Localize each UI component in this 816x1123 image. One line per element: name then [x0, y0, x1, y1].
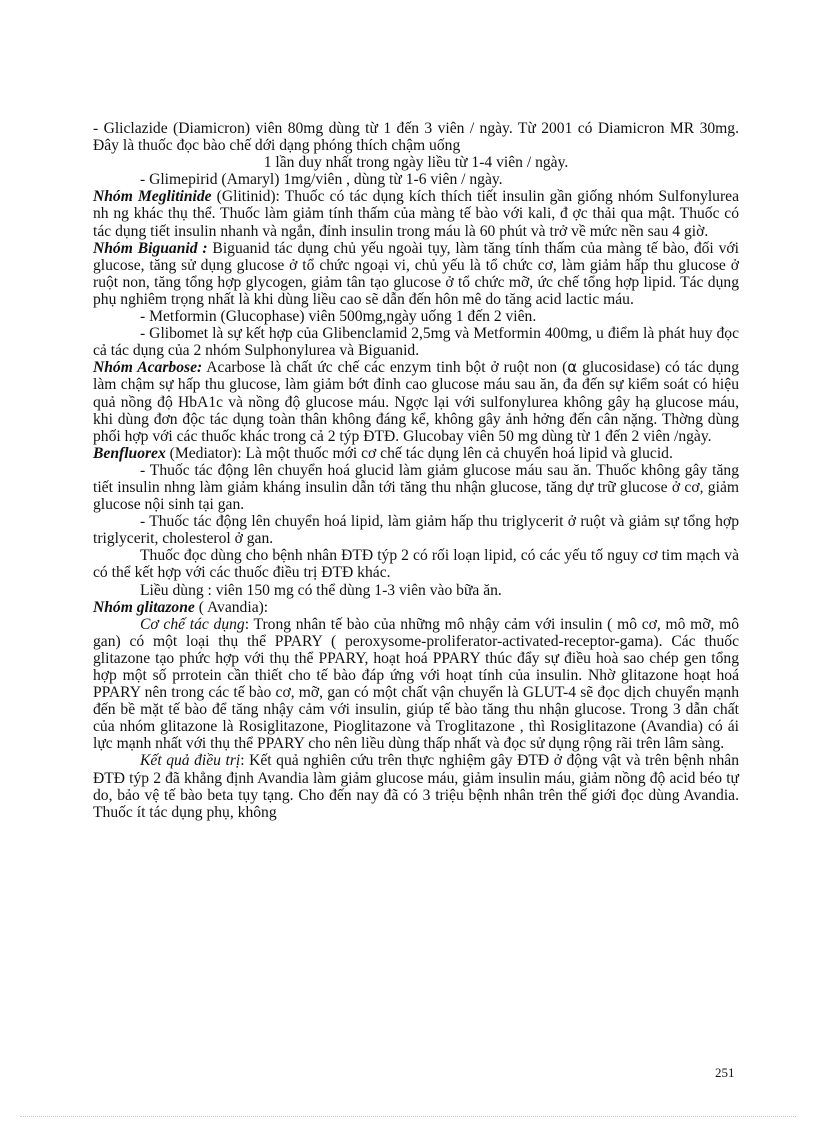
paragraph-metformin: - Metformin (Glucophase) viên 500mg,ngày uống 1 đến 2 viên. [140, 308, 537, 326]
paragraph-gliclazide: - Gliclazide (Diamicron) viên 80mg dùng từ 1 đến 3 viên / ngày. Từ 2001 có Diamicron MR 30mg. Đây là thuốc đọc bào chế dới dạng phóng thích chậm uống [93, 120, 739, 155]
paragraph-benfluorex-glucid: - Thuốc tác động lên chuyển hoá glucid làm giảm glucose máu sau ăn. Thuốc không gây tăng tiết insulin nhng làm giảm kháng insulin dẫn tới tăng thu nhận glucose, tăng dự trữ glucose ở cơ, giảm glucose nội sinh tại gan. [93, 461, 739, 514]
paragraph-results: Kết quả điều trị: Kết quả nghiên cứu trên thực nghiệm gây ĐTĐ ở động vật và trên bệnh nhân ĐTĐ týp 2 đã khẳng định Avandia làm giảm glucose máu, giảm insulin máu, giảm nồng độ acid béo tự do, bảo vệ tế bào beta tụy tạng. Cho đến nay đã có 3 triệu bệnh nhân trên thế giới đọc dùng Avandia. Thuốc ít tác dụng phụ, không [93, 752, 739, 821]
alpha-symbol: α [567, 358, 578, 377]
paragraph-gliclazide-cont: 1 lần duy nhất trong ngày liều từ 1-4 viên / ngày. [263, 154, 569, 172]
paragraph-glitazone: Nhóm glitazone ( Avandia): [93, 598, 269, 616]
heading-benfluorex: Benfluorex [93, 444, 166, 462]
paragraph-benfluorex-usage: Thuốc đọc dùng cho bệnh nhân ĐTĐ týp 2 có rối loạn lipid, có các yếu tố nguy cơ tim mạch và có thể kết hợp với các thuốc điều trị ĐTĐ khác. [93, 547, 739, 582]
heading-acarbose: Nhóm Acarbose: [93, 359, 203, 377]
heading-biguanid: Nhóm Biguanid : [93, 239, 208, 257]
paragraph-benfluorex: Benfluorex (Mediator): Là một thuốc mới cơ chế tác dụng lên cả chuyển hoá lipid và glucid. [93, 444, 673, 462]
heading-meglitinide: Nhóm Meglitinide [93, 188, 212, 206]
paragraph-glimepirid: - Glimepirid (Amaryl) 1mg/viên , dùng từ 1-6 viên / ngày. [140, 171, 503, 189]
page-number: 251 [715, 1065, 735, 1080]
page-bottom-divider [20, 1116, 796, 1117]
paragraph-benfluorex-lipid: - Thuốc tác động lên chuyển hoá lipid, làm giảm hấp thu triglycerit ở ruột và giảm sự tổng hợp triglycerit, cholesterol ở gan. [93, 513, 739, 548]
paragraph-acarbose: Nhóm Acarbose: Acarbose là chất ức chế các enzym tinh bột ở ruột non (α glucosidase) có tác dụng làm chậm sự hấp thu glucose, làm giảm bớt đỉnh cao glucose máu sau ăn, đa đến sự kiểm soát có hiệu quả nồng độ HbA1c và nồng độ glucose máu. Ngợc lại với sulfonylurea không gây hạ glucose máu, khi dùng đơn độc tác dụng toàn thân không đáng kể, không gây ảnh hởng đến cân nặng. Thờng dùng phối hợp với các thuốc khác trong cả 2 týp ĐTĐ. Glucobay viên 50 mg dùng từ 1 đến 2 viên /ngày. [93, 358, 739, 445]
heading-glitazone: Nhóm glitazone [93, 598, 195, 616]
paragraph-glibomet: - Glibomet là sự kết hợp của Glibenclamid 2,5mg và Metformin 400mg, u điểm là phát huy đọc cả tác dụng của 2 nhóm Sulphonylurea và Biguanid. [93, 325, 739, 360]
heading-mechanism: Cơ chế tác dụng [140, 615, 245, 633]
paragraph-benfluorex-dose: Liều dùng : viên 150 mg có thể dùng 1-3 viên vào bữa ăn. [140, 581, 502, 599]
body-text [93, 120, 739, 821]
paragraph-meglitinide: Nhóm Meglitinide (Glitinid): Thuốc có tác dụng kích thích tiết insulin gần giống nhóm Sulfonylurea nh ng khác thụ thể. Thuốc làm giảm tính thấm của màng tế bào với kali, đ ợc thải qua mật. Thuốc có tác dụng tiết insulin nhanh và ngắn, đỉnh insulin trong máu là 60 phút và trở về mức nền sau 4 giờ. [93, 188, 739, 240]
paragraph-mechanism: Cơ chế tác dụng: Trong nhân tế bào của những mô nhậy cảm với insulin ( mô cơ, mô mỡ, mô gan) có một loại thụ thể PPARY ( peroxysome-proliferator-activated-receptor-gama). Các thuốc glitazone tạo phức hợp với thụ thể PPARY, hoạt hoá PPARY thúc đẩy sự điều hoà sao chép gen tổng hợp một số prrotein cần thiết cho tế bào đáp ứng với hoạt tính của insulin. Nhờ glitazone hoạt hoá PPARY nên trong các tế bào cơ, mỡ, gan có một chất vận chuyển là GLUT-4 sẽ đọc dịch chuyển mạnh đến bề mặt tế bào để tăng nhậy cảm với insulin, giúp tế bào tăng thu nhận glucose. Trong 3 dẫn chất của nhóm glitazone là Rosiglitazone, Pioglitazone và Troglitazone , thì Rosiglitazone (Avandia) có ái lực mạnh nhất với thụ thể PPARY cho nên liều dùng thấp nhất và đọc sử dụng rộng rãi trên lâm sàng. [93, 615, 739, 753]
heading-results: Kết quả điều trị [140, 752, 241, 770]
paragraph-biguanid: Nhóm Biguanid : Biguanid tác dụng chủ yếu ngoài tụy, làm tăng tính thấm của màng tế bào, đối với glucose, tăng sử dụng glucose ở tổ chức ngoại vi, chủ yếu là tổ chức cơ, làm giảm hấp thu glucose ở ruột non, tăng tổng hợp glycogen, giảm tân tạo glucose ở tổ chức mỡ, ức chế tổng hợp lipid. Tác dụng phụ nghiêm trọng nhất là khi dùng liều cao sẽ dẫn đến hôn mê do tăng acid lactic máu. [93, 239, 739, 308]
